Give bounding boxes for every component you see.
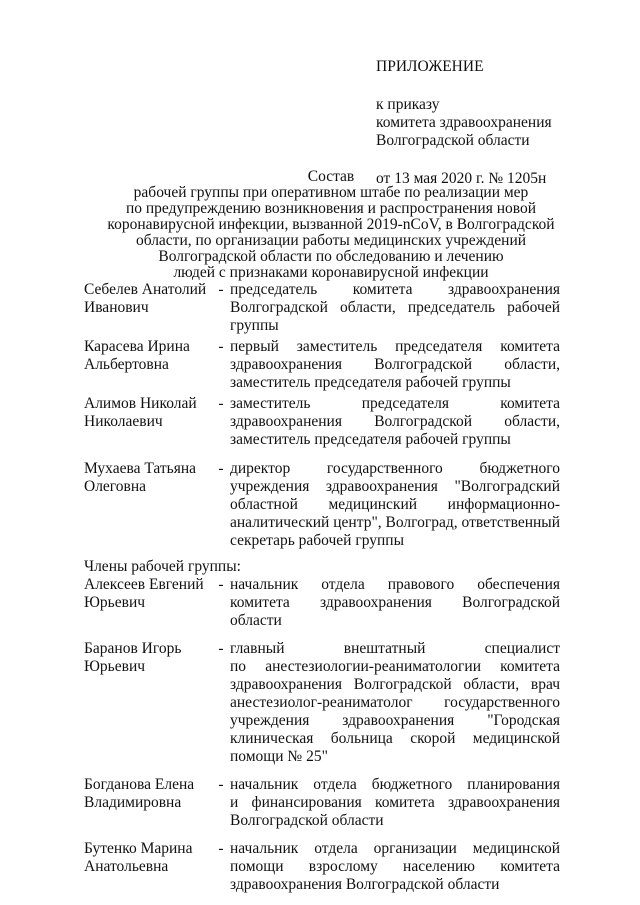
appendix-line: к приказу	[376, 96, 440, 113]
member-list	[84, 281, 560, 894]
member-row	[84, 776, 560, 830]
member-dash: -	[218, 776, 224, 793]
order-date: от 13 мая 2020 г. № 1205н	[376, 170, 547, 187]
member-role: начальник отдела организации медицинской помощи взрослому населению комитета здравоохранения Волгоградской области	[230, 840, 560, 893]
heading-line: области, по организации работы медицинских учреждений	[135, 232, 527, 249]
appendix-title: ПРИЛОЖЕНИЕ	[376, 58, 484, 75]
member-row	[84, 840, 560, 894]
appendix-line: комитета здравоохранения	[376, 114, 552, 131]
member-role: начальник отдела бюджетного планирования и финансирования комитета здравоохранения Волгоградской области	[230, 776, 560, 829]
member-dash: -	[218, 395, 224, 412]
member-name: Алексеев Евгений Юрьевич	[84, 576, 204, 611]
member-row	[84, 640, 560, 766]
member-name: Баранов Игорь Юрьевич	[84, 640, 182, 675]
member-row	[84, 395, 560, 449]
member-dash: -	[218, 840, 224, 857]
appendix-line: Волгоградской области	[376, 132, 530, 149]
member-role: первый заместитель председателя комитета здравоохранения Волгоградской области, заместитель председателя рабочей группы	[230, 338, 560, 391]
heading-line: рабочей группы при оперативном штабе по реализации мер	[133, 184, 529, 201]
member-role: заместитель председателя комитета здравоохранения Волгоградской области, заместитель председателя рабочей группы	[230, 395, 560, 448]
member-name: Алимов Николай Николаевич	[84, 395, 197, 430]
member-dash: -	[218, 576, 224, 593]
member-name: Мухаева Татьяна Олеговна	[84, 460, 197, 495]
member-row	[84, 338, 560, 392]
member-name: Богданова Елена Владимировна	[84, 776, 195, 811]
member-dash: -	[218, 281, 224, 298]
heading-title: Состав	[307, 168, 355, 185]
member-role: директор государственного бюджетного учреждения здравоохранения "Волгоградский областной медицинский информационно- аналитический центр", Волгоград, ответственный секретарь рабочей группы	[230, 460, 560, 549]
member-row	[84, 460, 560, 550]
member-dash: -	[218, 338, 224, 355]
member-dash: -	[218, 460, 224, 477]
members-heading: Члены рабочей группы:	[84, 558, 241, 575]
document-heading	[95, 169, 567, 281]
member-name: Бутенко Марина Анатольевна	[84, 840, 193, 875]
heading-line: по предупреждению возникновения и распространения новой	[125, 200, 537, 217]
heading-line: Волгоградской области по обследованию и лечению	[158, 248, 504, 265]
member-name: Себелев Анатолий Иванович	[84, 281, 207, 316]
heading-line: людей с признаками коронавирусной инфекции	[173, 264, 489, 281]
member-name: Карасева Ирина Альбертовна	[84, 338, 190, 373]
member-row	[84, 576, 560, 630]
member-row	[84, 281, 560, 335]
member-role: главный внештатный специалист по анестезиологии-реаниматологии комитета здравоохранения Волгоградской области, врач анестезиолог-реаниматолог государственного учреждения здравоохранения "Городская клиническая больница скорой медицинской помощи № 25"	[230, 640, 560, 765]
member-role: начальник отдела правового обеспечения комитета здравоохранения Волгоградской области	[230, 576, 560, 629]
heading-line: коронавирусной инфекции, вызванной 2019-nCoV, в Волгоградской	[107, 216, 555, 233]
member-role: председатель комитета здравоохранения Волгоградской области, председатель рабочей группы	[230, 281, 560, 334]
member-dash: -	[218, 640, 224, 657]
